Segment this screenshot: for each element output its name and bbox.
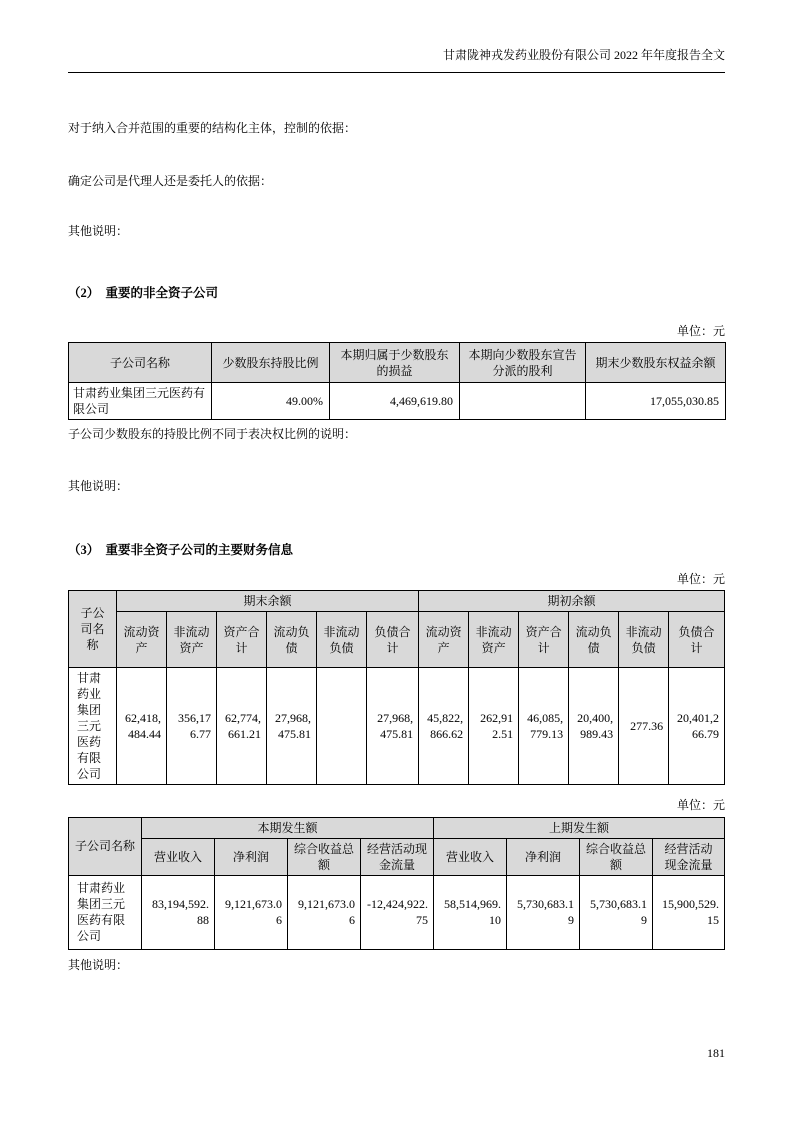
t3-header-current-net-profit: 净利润 [215, 838, 288, 875]
t2-header-closing-total-liabilities: 负债合计 [367, 612, 419, 668]
other-note-1: 其他说明： [68, 223, 129, 238]
other-note-3: 其他说明： [68, 957, 129, 972]
t1-minority-equity-value: 17,055,030.85 [586, 383, 726, 420]
t2-header-opening-current-liabilities: 流动负债 [569, 612, 619, 668]
t2-header-opening-non-current-assets: 非流动资产 [469, 612, 519, 668]
financial-position-table [68, 590, 725, 785]
t2-group-opening-balance: 期初余额 [419, 591, 725, 612]
t2-closing-current-assets: 62,418,484.44 [117, 668, 167, 785]
t3-prior-operating-cash-flow: 15,900,529.15 [653, 875, 725, 949]
t2-header-closing-non-current-liabilities: 非流动负债 [317, 612, 367, 668]
t3-group-prior-period: 上期发生额 [434, 817, 725, 838]
page-number: 181 [707, 1046, 725, 1061]
operating-results-table [68, 817, 725, 950]
structured-entity-basis-note: 对于纳入合并范围的重要的结构化主体，控制的依据： [68, 120, 357, 135]
t3-current-comprehensive-income: 9,121,673.06 [288, 875, 361, 949]
header-title: 甘肃陇神戎发药业股份有限公司 2022 年年度报告全文 [442, 48, 725, 62]
t2-header-opening-total-assets: 资产合计 [519, 612, 569, 668]
t3-data-row [69, 875, 725, 949]
t2-opening-total-liabilities: 20,401,266.79 [669, 668, 725, 785]
t2-header-opening-total-liabilities: 负债合计 [669, 612, 725, 668]
t3-header-prior-net-profit: 净利润 [507, 838, 580, 875]
t2-closing-current-liabilities: 27,968,475.81 [267, 668, 317, 785]
t2-opening-non-current-assets: 262,912.51 [469, 668, 519, 785]
t1-header-dividend-declared: 本期向少数股东宣告分派的股利 [460, 343, 586, 383]
t3-sub-header-row [69, 838, 725, 875]
t2-closing-total-assets: 62,774,661.21 [217, 668, 267, 785]
unit-label-1: 单位：元 [676, 323, 725, 338]
t3-group-current-period: 本期发生额 [142, 817, 434, 838]
t3-header-current-revenue: 营业收入 [142, 838, 215, 875]
t3-corner-subsidiary-name: 子公司名称 [69, 817, 142, 875]
t2-closing-non-current-liabilities [317, 668, 367, 785]
t3-prior-comprehensive-income: 5,730,683.19 [580, 875, 653, 949]
minority-ratio-note: 子公司少数股东的持股比例不同于表决权比例的说明： [68, 427, 357, 442]
t1-minority-ratio-value: 49.00% [212, 383, 330, 420]
t2-group-header-row [69, 591, 725, 612]
t2-data-row [69, 668, 725, 785]
t1-header-subsidiary-name: 子公司名称 [69, 343, 212, 383]
document-header [68, 48, 725, 73]
t2-header-opening-current-assets: 流动资产 [419, 612, 469, 668]
t2-opening-current-assets: 45,822,866.62 [419, 668, 469, 785]
t1-dividend-declared-value [460, 383, 586, 420]
t2-header-closing-total-assets: 资产合计 [217, 612, 267, 668]
t1-header-row [69, 343, 726, 383]
t1-header-profit-to-minority: 本期归属于少数股东的损益 [330, 343, 460, 383]
t1-header-minority-equity: 期末少数股东权益余额 [586, 343, 726, 383]
section-3-title: （3） 重要非全资子公司的主要财务信息 [68, 543, 294, 558]
t1-subsidiary-name: 甘肃药业集团三元医药有限公司 [69, 383, 212, 420]
t2-subsidiary-name: 甘肃药业集团三元医药有限公司 [69, 668, 117, 785]
t2-header-opening-non-current-liabilities: 非流动负债 [619, 612, 669, 668]
t3-prior-net-profit: 5,730,683.19 [507, 875, 580, 949]
t2-group-closing-balance: 期末余额 [117, 591, 419, 612]
t1-profit-to-minority-value: 4,469,619.80 [330, 383, 460, 420]
t2-header-closing-current-assets: 流动资产 [117, 612, 167, 668]
t3-header-prior-operating-cash-flow: 经营活动现金流量 [653, 838, 725, 875]
t2-opening-current-liabilities: 20,400,989.43 [569, 668, 619, 785]
t2-corner-subsidiary-name: 子公司名称 [69, 591, 117, 668]
t2-closing-total-liabilities: 27,968,475.81 [367, 668, 419, 785]
t2-opening-non-current-liabilities: 277.36 [619, 668, 669, 785]
t3-current-net-profit: 9,121,673.06 [215, 875, 288, 949]
t2-opening-total-assets: 46,085,779.13 [519, 668, 569, 785]
t3-group-header-row [69, 817, 725, 838]
t3-current-revenue: 83,194,592.88 [142, 875, 215, 949]
t3-header-current-operating-cash-flow: 经营活动现金流量 [361, 838, 434, 875]
non-wholly-owned-subsidiary-table [68, 342, 726, 420]
t3-header-prior-comprehensive-income: 综合收益总额 [580, 838, 653, 875]
agent-principal-basis-note: 确定公司是代理人还是委托人的依据： [68, 174, 273, 189]
t2-sub-header-row [69, 612, 725, 668]
t2-closing-non-current-assets: 356,176.77 [167, 668, 217, 785]
t3-prior-revenue: 58,514,969.10 [434, 875, 507, 949]
t3-subsidiary-name: 甘肃药业集团三元医药有限公司 [69, 875, 142, 949]
t2-header-closing-current-liabilities: 流动负债 [267, 612, 317, 668]
section-2-title: （2） 重要的非全资子公司 [68, 286, 219, 301]
other-note-2: 其他说明： [68, 478, 129, 493]
t2-header-closing-non-current-assets: 非流动资产 [167, 612, 217, 668]
unit-label-3: 单位：元 [676, 798, 725, 813]
unit-label-2: 单位：元 [676, 571, 725, 586]
t1-header-minority-ratio: 少数股东持股比例 [212, 343, 330, 383]
t1-data-row [69, 383, 726, 420]
t3-header-prior-revenue: 营业收入 [434, 838, 507, 875]
t3-current-operating-cash-flow: -12,424,922.75 [361, 875, 434, 949]
t3-header-current-comprehensive-income: 综合收益总额 [288, 838, 361, 875]
